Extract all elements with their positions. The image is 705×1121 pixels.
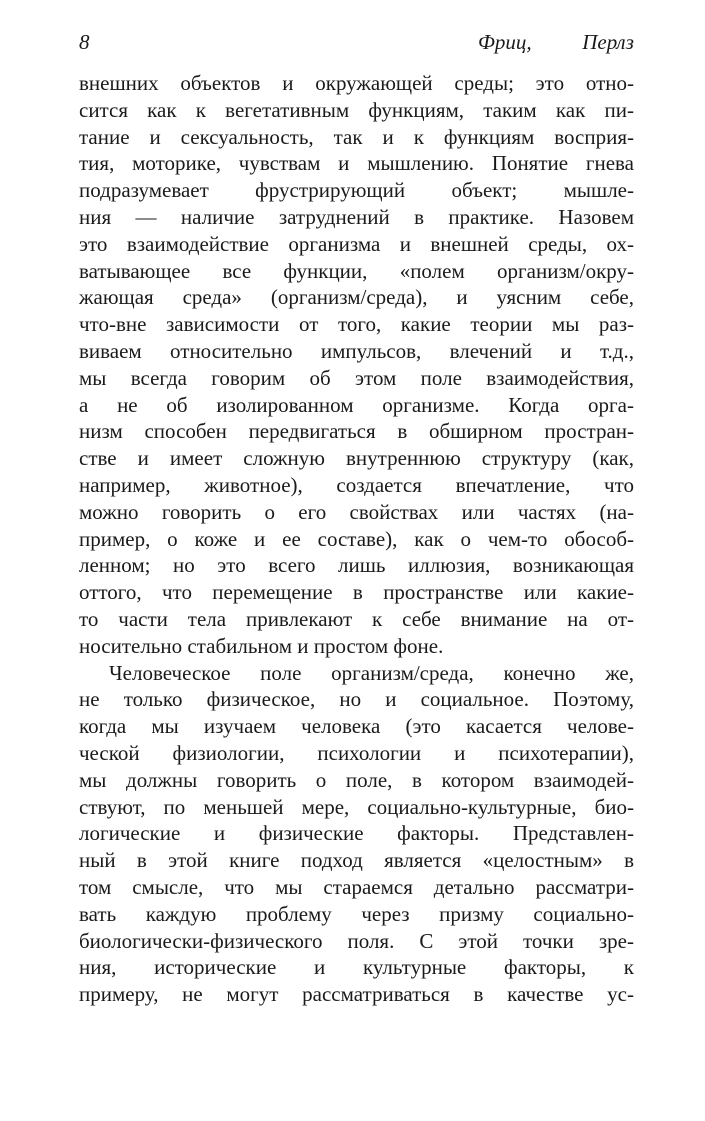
text-line: ватывающее все функции, «полем организм/окру- [79,258,634,283]
text-line: логические и физические факторы. Представлен- [79,821,634,846]
body-text [79,70,634,1008]
text-line: ленном; но это всего лишь иллюзия, возникающая [79,553,634,578]
text-line: внешних объектов и окружающей среды; это отно- [79,71,634,95]
text-line: ния — наличие затруднений в практике. Назовем [79,204,634,229]
text-line: низм способен передвигаться в обширном простран- [79,419,634,444]
text-line: это взаимодействие организма и внешней среды, ох- [79,231,634,256]
paragraph [79,70,634,660]
author-first-name: Фриц, [478,30,532,54]
text-line: а не об изолированном организме. Когда орга- [79,392,634,417]
text-line: что-вне зависимости от того, какие теории мы раз- [79,312,634,337]
text-line: тия, моторике, чувствам и мышлению. Понятие гнева [79,151,634,176]
text-line: подразумевает фрустрирующий объект; мышле- [79,178,634,203]
text-line: вать каждую проблему через призму социально- [79,901,634,926]
author-last-name: Перлз [582,30,634,54]
page-number: 8 [79,30,90,54]
text-line: жающая среда» (организм/среда), и уясним себе, [79,285,634,310]
text-line: пример, о коже и ее составе), как о чем-то обособ- [79,526,634,551]
text-line: сится как к вегетативным функциям, таким как пи- [79,97,634,122]
running-header [79,30,634,56]
text-line: можно говорить о его свойствах или частях (на- [79,499,634,524]
text-line: ствуют, по меньшей мере, социально-культурные, био- [79,794,634,819]
text-line: когда мы изучаем человека (это касается челове- [79,714,634,739]
text-line: тание и сексуальность, так и к функциям восприя- [79,124,634,149]
text-line: биологически-физического поля. С этой точки зре- [79,928,634,953]
text-line: Человеческое поле организм/среда, конечно же, [109,660,634,685]
text-line: носительно стабильном и простом фоне. [79,633,444,658]
text-line: том смысле, что мы стараемся детально рассматри- [79,874,634,899]
paragraph [79,660,634,1008]
text-line: не только физическое, но и социальное. Поэтому, [79,687,634,712]
text-line: ния, исторические и культурные факторы, к [79,955,634,980]
text-line: мы всегда говорим об этом поле взаимодействия, [79,365,634,390]
text-line: стве и имеет сложную внутреннюю структуру (как, [79,446,634,471]
text-line: примеру, не могут рассматриваться в качестве ус- [79,982,634,1007]
text-line: виваем относительно импульсов, влечений и т.д., [79,338,634,363]
text-line: оттого, что перемещение в пространстве или какие- [79,580,634,605]
text-line: мы должны говорить о поле, в котором взаимодей- [79,767,634,792]
text-line: например, животное), создается впечатление, что [79,472,634,497]
text-line: ный в этой книге подход является «целостным» в [79,848,634,873]
text-line: то части тела привлекают к себе внимание на от- [79,606,634,631]
text-line: ческой физиологии, психологии и психотерапии), [79,740,634,765]
